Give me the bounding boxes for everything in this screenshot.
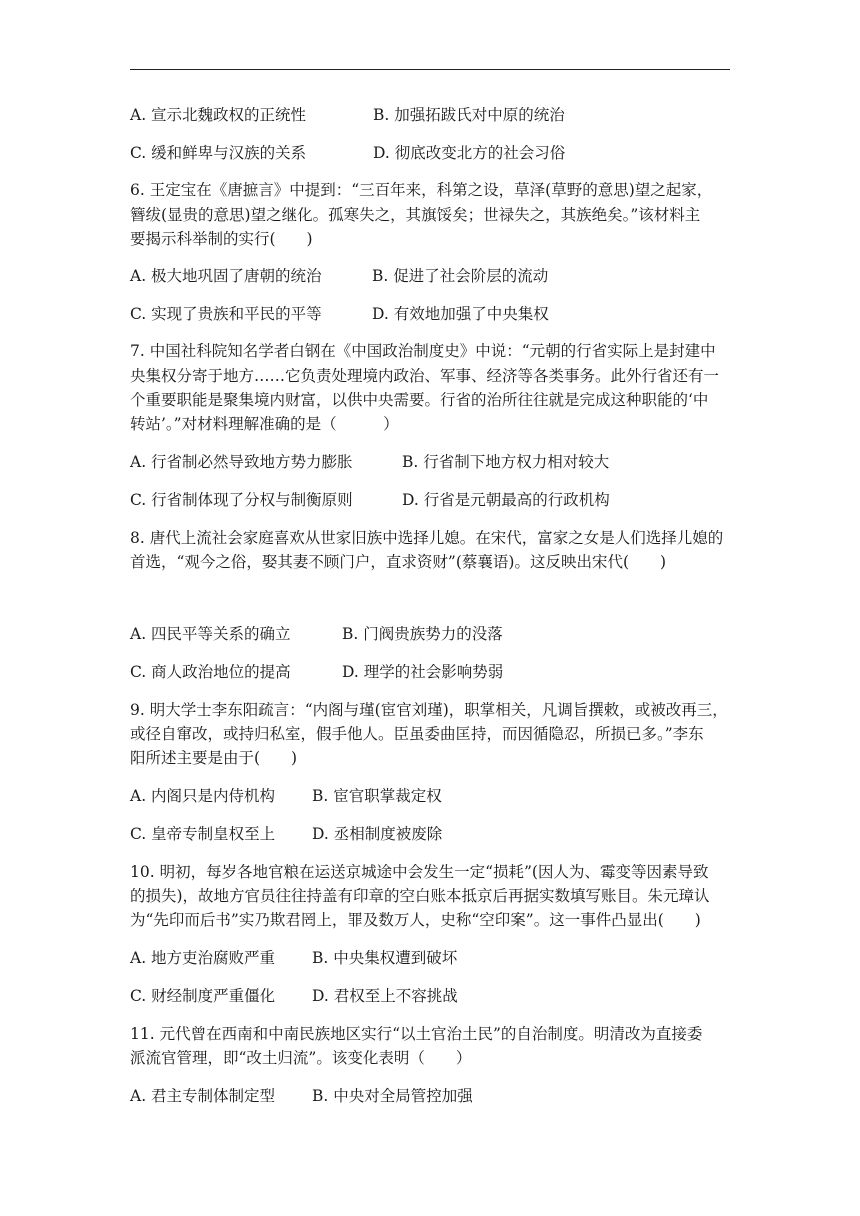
q5-options-row-2 [130,143,565,163]
q6-options-row-2 [130,304,549,324]
q9-option-b[interactable]: B. 宦官职掌裁定权 [312,787,442,805]
q11-stem-line-2: 派流官管理，即“改土归流”。该变化表明（ ） [130,1049,472,1067]
q5-option-d[interactable]: D. 彻底改变北方的社会习俗 [373,144,566,162]
q9-stem-line-1: 9. 明大学士李东阳疏言：“内阁与瑾(宦官刘瑾)，职掌相关，凡调旨撰敕，或被改再三， [130,701,728,719]
q10-option-b[interactable]: B. 中央集权遭到破坏 [312,949,458,967]
q6-stem-line-3: 要揭示科举制的实行( ) [130,230,313,248]
q8-options-row-2 [130,662,503,682]
q10-option-c[interactable]: C. 财经制度严重僵化 [130,987,276,1005]
q6-option-a[interactable]: A. 极大地巩固了唐朝的统治 [130,267,322,285]
q11-option-b[interactable]: B. 中央对全局管控加强 [312,1087,473,1105]
q7-option-b[interactable]: B. 行省制下地方权力相对较大 [402,453,610,471]
q7-option-a[interactable]: A. 行省制必然导致地方势力膨胀 [130,453,353,471]
q10-options-row-1 [130,948,457,968]
header-rule [130,69,730,70]
q5-options-row-1 [130,105,565,125]
q5-option-c[interactable]: C. 缓和鲜卑与汉族的关系 [130,144,307,162]
q7-stem-line-3: 个重要职能是聚集境内财富，以供中央需要。行省的治所往往就是完成这种职能的‘中 [130,391,709,409]
q5-option-a[interactable]: A. 宣示北魏政权的正统性 [130,106,307,124]
q10-option-d[interactable]: D. 君权至上不容挑战 [312,987,458,1005]
q9-option-d[interactable]: D. 丞相制度被废除 [312,825,443,843]
q9-option-a[interactable]: A. 内阁只是内侍机构 [130,787,276,805]
q8-option-d[interactable]: D. 理学的社会影响势弱 [342,663,504,681]
q8-options-row-1 [130,624,503,644]
q8-stem-line-2: 首选，“观今之俗，娶其妻不顾门户，直求资财”(蔡襄语)。这反映出宋代( ) [130,553,667,571]
q11-stem-line-1: 11. 元代曾在西南和中南民族地区实行“以土官治土民”的自治制度。明清改为直接委 [130,1025,703,1043]
q7-options-row-2 [130,490,610,510]
q10-stem-line-3: 为“先印而后书”实乃欺君罔上，罪及数万人，史称“空印案”。这一事件凸显出( ) [130,911,701,929]
q9-options-row-2 [130,824,442,844]
q9-options-row-1 [130,786,442,806]
q6-stem-line-1: 6. 王定宝在《唐摭言》中提到：“三百年来，科第之设，草泽(草野的意思)望之起家， [130,181,713,199]
q5-option-b[interactable]: B. 加强拓跋氏对中原的统治 [373,106,565,124]
q9-stem-line-3: 阳所述主要是由于( ) [130,749,298,767]
q9-stem-line-2: 或径自窜改，或持归私室，假手他人。臣虽委曲匡持，而因循隐忍，所损已多。”李东 [130,725,704,743]
q7-stem-line-4: 转站’。”对材料理解准确的是（ ） [130,415,399,433]
q7-options-row-1 [130,452,609,472]
q10-stem-line-1: 10. 明初，每岁各地官粮在运送京城途中会发生一定“损耗”(因人为、霉变等因素导致 [130,863,709,881]
q8-option-b[interactable]: B. 门阀贵族势力的没落 [342,625,503,643]
q10-option-a[interactable]: A. 地方吏治腐败严重 [130,949,276,967]
q8-stem-line-1: 8. 唐代上流社会家庭喜欢从世家旧族中选择儿媳。在宋代，富家之女是人们选择儿媳的 [130,529,724,547]
q7-option-c[interactable]: C. 行省制体现了分权与制衡原则 [130,491,353,509]
q7-stem-line-2: 央集权分寄于地方……它负责处理境内政治、军事、经济等各类事务。此外行省还有一 [130,367,720,385]
q6-option-d[interactable]: D. 有效地加强了中央集权 [372,305,549,323]
q6-option-b[interactable]: B. 促进了社会阶层的流动 [372,267,549,285]
q6-stem-line-2: 簪绂(显贵的意思)望之继化。孤寒失之，其旗馁矣；世禄失之，其族绝矣。”该材料主 [130,206,701,224]
q6-options-row-1 [130,266,548,286]
q6-option-c[interactable]: C. 实现了贵族和平民的平等 [130,305,322,323]
q10-options-row-2 [130,986,458,1006]
q8-option-a[interactable]: A. 四民平等关系的确立 [130,625,291,643]
q7-stem-line-1: 7. 中国社科院知名学者白钢在《中国政治制度史》中说：“元朝的行省实际上是封建中 [130,342,716,360]
q7-option-d[interactable]: D. 行省是元朝最高的行政机构 [402,491,610,509]
q11-option-a[interactable]: A. 君主专制体制定型 [130,1087,276,1105]
q9-option-c[interactable]: C. 皇帝专制皇权至上 [130,825,276,843]
q10-stem-line-2: 的损失)，故地方官员往往持盖有印章的空白账本抵京后再据实数填写账目。朱元璋认 [130,887,710,905]
q11-options-row-1 [130,1086,473,1106]
q8-option-c[interactable]: C. 商人政治地位的提高 [130,663,291,681]
